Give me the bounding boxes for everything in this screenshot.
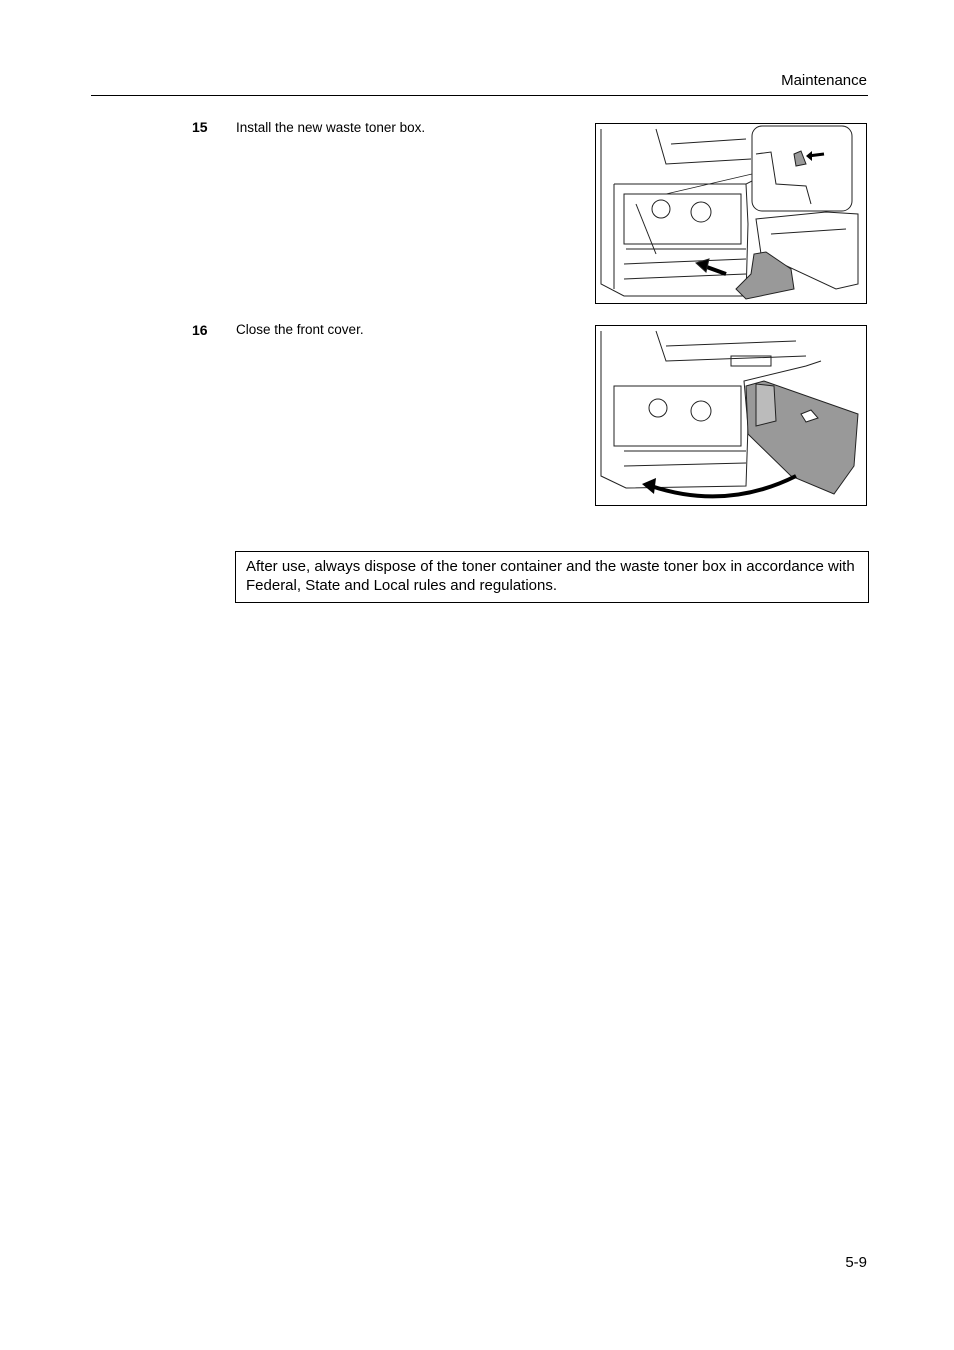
copier-waste-box-drawing [596, 124, 867, 304]
header-rule [91, 95, 868, 96]
illustration-install-waste-toner-box [595, 123, 867, 304]
step-instruction: Close the front cover. [236, 322, 364, 337]
copier-close-cover-drawing [596, 326, 867, 506]
page-number: 5-9 [845, 1254, 867, 1271]
section-title: Maintenance [781, 72, 867, 89]
step-number: 15 [192, 119, 208, 135]
step-instruction: Install the new waste toner box. [236, 120, 426, 135]
disposal-notice: After use, always dispose of the toner container and the waste toner box in accordance with Federal, State and Local rules and regulations. [235, 551, 869, 603]
illustration-close-front-cover [595, 325, 867, 506]
step-number: 16 [192, 322, 208, 338]
